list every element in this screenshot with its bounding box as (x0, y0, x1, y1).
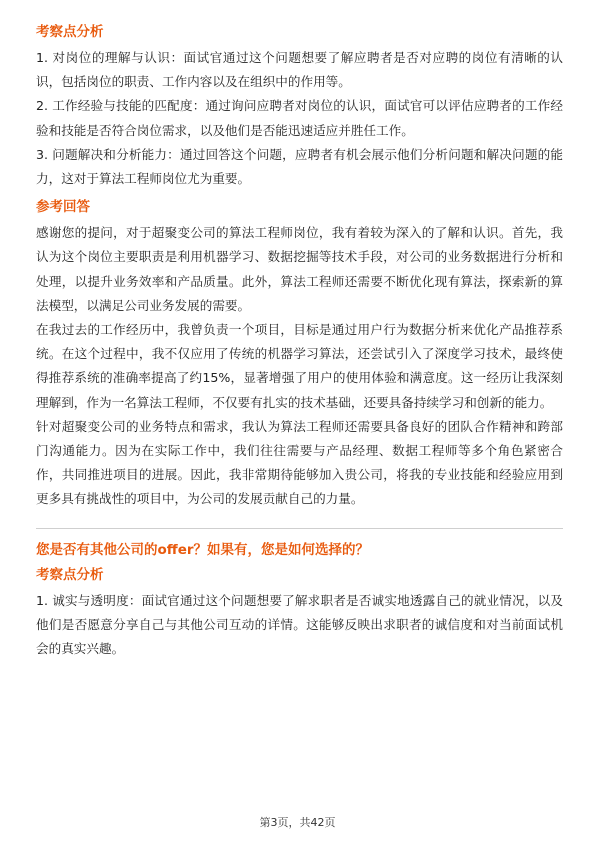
answer-paragraph-3: 针对超聚变公司的业务特点和需求，我认为算法工程师还需要具备良好的团队合作精神和跨部门沟通能力。因为在实际工作中，我们往往需要与产品经理、数据工程师等多个角色紧密合作，共同推进项目的进展。因此，我非常期待能够加入贵公司，将我的专业技能和经验应用到更多具有挑战性的项目中，为公司的发展贡献自己的力量。 (36, 418, 563, 507)
section-heading-analysis-2: 考察点分析 (36, 566, 104, 583)
page-content (36, 22, 563, 661)
answer-paragraph-1: 感谢您的提问，对于超聚变公司的算法工程师岗位，我有着较为深入的了解和认识。首先，我认为这个岗位主要职责是利用机器学习、数据挖掘等技术手段，对公司的业务数据进行分析和处理，以提升业务效率和产品质量。此外，算法工程师还需要不断优化现有算法，探索新的算法模型，以满足公司业务发展的需要。 (36, 225, 563, 313)
analysis2-point-1: 1. 诚实与透明度：面试官通过这个问题想要了解求职者是否诚实地透露自己的就业情况，以及他们是否愿意分享自己与其他公司互动的详情。这能够反映出求职者的诚信度和对当前面试机会的真实兴趣。 (36, 592, 563, 657)
analysis-point-1: 1. 对岗位的理解与认识：面试官通过这个问题想要了解应聘者是否对应聘的岗位有清晰的认识，包括岗位的职责、工作内容以及在组织中的作用等。 (36, 50, 563, 90)
section-heading-reference-answer: 参考回答 (36, 199, 90, 216)
analysis-point-2: 2. 工作经验与技能的匹配度：通过询问应聘者对岗位的认识，面试官可以评估应聘者的工作经验和技能是否符合岗位需求，以及他们是否能迅速适应并胜任工作。 (36, 98, 563, 138)
analysis-point-3: 3. 问题解决和分析能力：通过回答这个问题，应聘者有机会展示他们分析问题和解决问题的能力，这对于算法工程师岗位尤为重要。 (36, 146, 563, 187)
answer-paragraph-2: 在我过去的工作经历中，我曾负责一个项目，目标是通过用户行为数据分析来优化产品推荐系统。在这个过程中，我不仅应用了传统的机器学习算法，还尝试引入了深度学习技术，最终使得推荐系统的准确率提高了约15%，显著增强了用户的使用体验和满意度。这一经历让我深刻理解到，作为一名算法工程师，不仅要有扎实的技术基础，还要具备持续学习和创新的能力。 (36, 322, 563, 410)
section-heading-analysis: 考察点分析 (36, 24, 104, 40)
question-title: 您是否有其他公司的offer？如果有，您是如何选择的？ (36, 541, 370, 558)
section-divider (36, 528, 563, 529)
page-number: 第3页，共42页 (259, 816, 336, 829)
